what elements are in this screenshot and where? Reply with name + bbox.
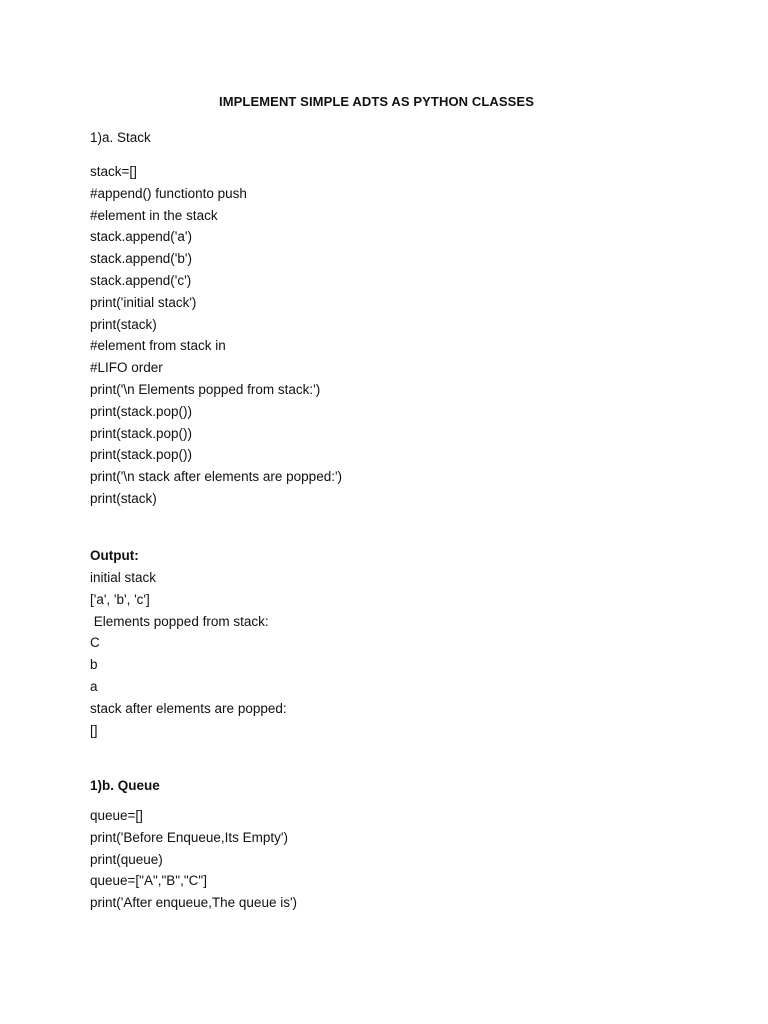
- output-heading: Output:: [90, 548, 139, 563]
- code-line: print(stack.pop()): [90, 447, 193, 463]
- code-line: queue=[]: [90, 808, 143, 823]
- code-line: #element from stack in: [90, 338, 226, 354]
- code-line: #append() functionto push: [90, 185, 247, 201]
- output-line: b: [90, 657, 98, 673]
- code-line: print(stack.pop()): [90, 403, 193, 419]
- output-line: Elements popped from stack:: [90, 613, 269, 629]
- queue-section-heading: 1)b. Queue: [90, 778, 160, 793]
- output-line: stack after elements are popped:: [90, 700, 287, 716]
- code-line: #LIFO order: [90, 360, 163, 376]
- code-line: print(queue): [90, 851, 163, 867]
- output-line: ['a', 'b', 'c']: [90, 591, 150, 607]
- code-line: print('After enqueue,The queue is'): [90, 895, 298, 911]
- output-line: []: [90, 722, 98, 738]
- code-line: print('\n Elements popped from stack:'): [90, 381, 321, 397]
- output-block: [90, 567, 287, 741]
- stack-code-block: [90, 161, 342, 510]
- queue-code-block: [90, 805, 297, 914]
- code-line: print(stack): [90, 316, 157, 332]
- output-line: C: [90, 635, 100, 651]
- code-line: print('initial stack'): [90, 294, 197, 310]
- code-line: print(stack): [90, 490, 157, 506]
- code-line: queue=["A","B","C"]: [90, 873, 207, 889]
- code-line: stack.append('c'): [90, 272, 192, 288]
- page-title: IMPLEMENT SIMPLE ADTS AS PYTHON CLASSES: [219, 94, 534, 109]
- code-line: print(stack.pop()): [90, 425, 193, 441]
- code-line: print('Before Enqueue,Its Empty'): [90, 829, 288, 845]
- output-line: a: [90, 678, 98, 694]
- code-line: stack.append('b'): [90, 251, 192, 267]
- code-line: print('\n stack after elements are popped:'): [90, 469, 343, 485]
- stack-section-heading: 1)a. Stack: [90, 130, 151, 145]
- code-line: stack.append('a'): [90, 229, 192, 245]
- code-line: #element in the stack: [90, 207, 218, 223]
- code-line: stack=[]: [90, 164, 137, 179]
- output-line: initial stack: [90, 570, 157, 585]
